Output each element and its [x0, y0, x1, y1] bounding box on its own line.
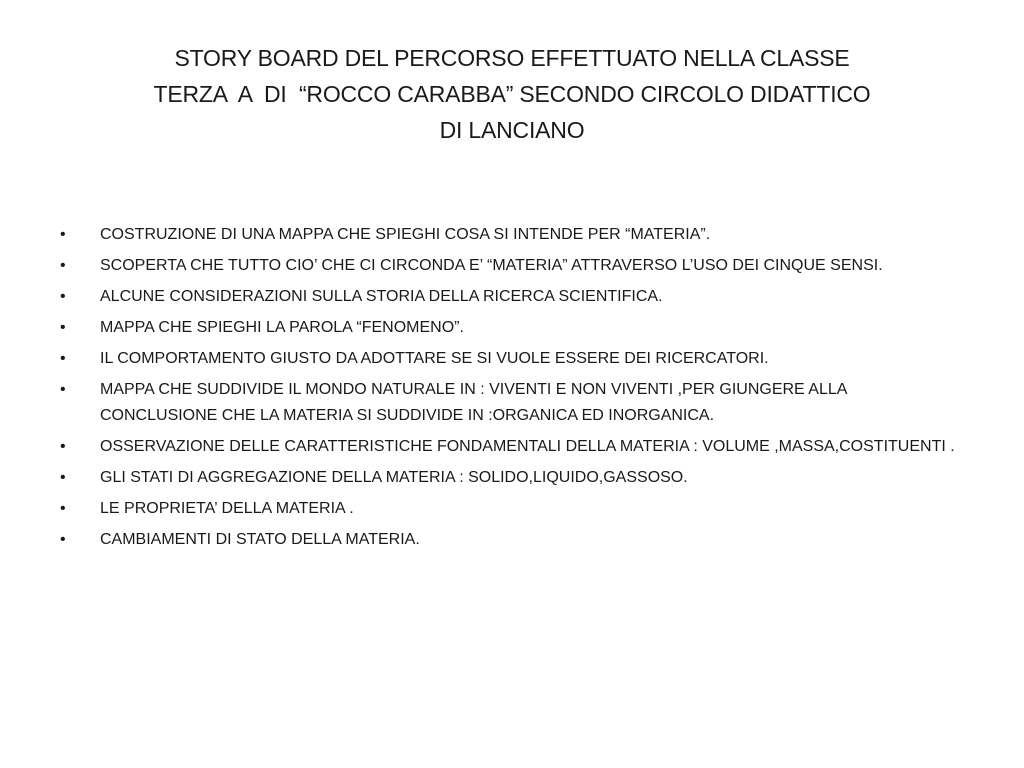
bullet-item	[60, 222, 960, 248]
bullet-text: IL COMPORTAMENTO GIUSTO DA ADOTTARE SE SI VUOLE ESSERE DEI RICERCATORI.	[100, 350, 769, 367]
bullet-dot: •	[60, 469, 66, 486]
bullet-text: GLI STATI DI AGGREGAZIONE DELLA MATERIA : SOLIDO,LIQUIDO,GASSOSO.	[100, 469, 688, 486]
bullet-list	[60, 222, 960, 558]
bullet-dot: •	[60, 226, 66, 243]
bullet-item	[60, 527, 960, 553]
bullet-text: COSTRUZIONE DI UNA MAPPA CHE SPIEGHI COSA SI INTENDE PER “MATERIA”.	[100, 226, 711, 243]
bullet-text: LE PROPRIETA’ DELLA MATERIA .	[100, 500, 354, 517]
bullet-dot: •	[60, 350, 66, 367]
bullet-item	[60, 496, 960, 522]
bullet-dot: •	[60, 438, 66, 455]
title-line-3: DI LANCIANO	[439, 117, 585, 143]
slide-title	[70, 40, 954, 148]
bullet-item	[60, 377, 960, 429]
bullet-text: MAPPA CHE SPIEGHI LA PAROLA “FENOMENO”.	[100, 319, 464, 336]
bullet-text: CAMBIAMENTI DI STATO DELLA MATERIA.	[100, 531, 420, 548]
bullet-text: ALCUNE CONSIDERAZIONI SULLA STORIA DELLA RICERCA SCIENTIFICA.	[100, 288, 663, 305]
bullet-item	[60, 346, 960, 372]
bullet-text: OSSERVAZIONE DELLE CARATTERISTICHE FONDAMENTALI DELLA MATERIA : VOLUME ,MASSA,COSTITUENTI .	[100, 438, 955, 455]
bullet-dot: •	[60, 319, 66, 336]
bullet-item	[60, 465, 960, 491]
bullet-dot: •	[60, 500, 66, 517]
bullet-item	[60, 434, 960, 460]
bullet-dot: •	[60, 257, 66, 274]
bullet-item	[60, 253, 960, 279]
bullet-text: SCOPERTA CHE TUTTO CIO’ CHE CI CIRCONDA E’ “MATERIA” ATTRAVERSO L’USO DEI CINQUE SENSI.	[100, 257, 883, 274]
title-line-1: STORY BOARD DEL PERCORSO EFFETTUATO NELLA CLASSE	[174, 45, 850, 71]
title-line-2: TERZA A DI “ROCCO CARABBA” SECONDO CIRCOLO DIDATTICO	[153, 81, 871, 107]
bullet-dot: •	[60, 381, 66, 398]
bullet-dot: •	[60, 288, 66, 305]
bullet-item	[60, 315, 960, 341]
bullet-text: MAPPA CHE SUDDIVIDE IL MONDO NATURALE IN : VIVENTI E NON VIVENTI ,PER GIUNGERE ALLA CONCLUSIONE CHE LA MATERIA SI SUDDIVIDE IN :ORGANICA ED INORGANICA.	[100, 381, 847, 424]
bullet-dot: •	[60, 531, 66, 548]
bullet-item	[60, 284, 960, 310]
